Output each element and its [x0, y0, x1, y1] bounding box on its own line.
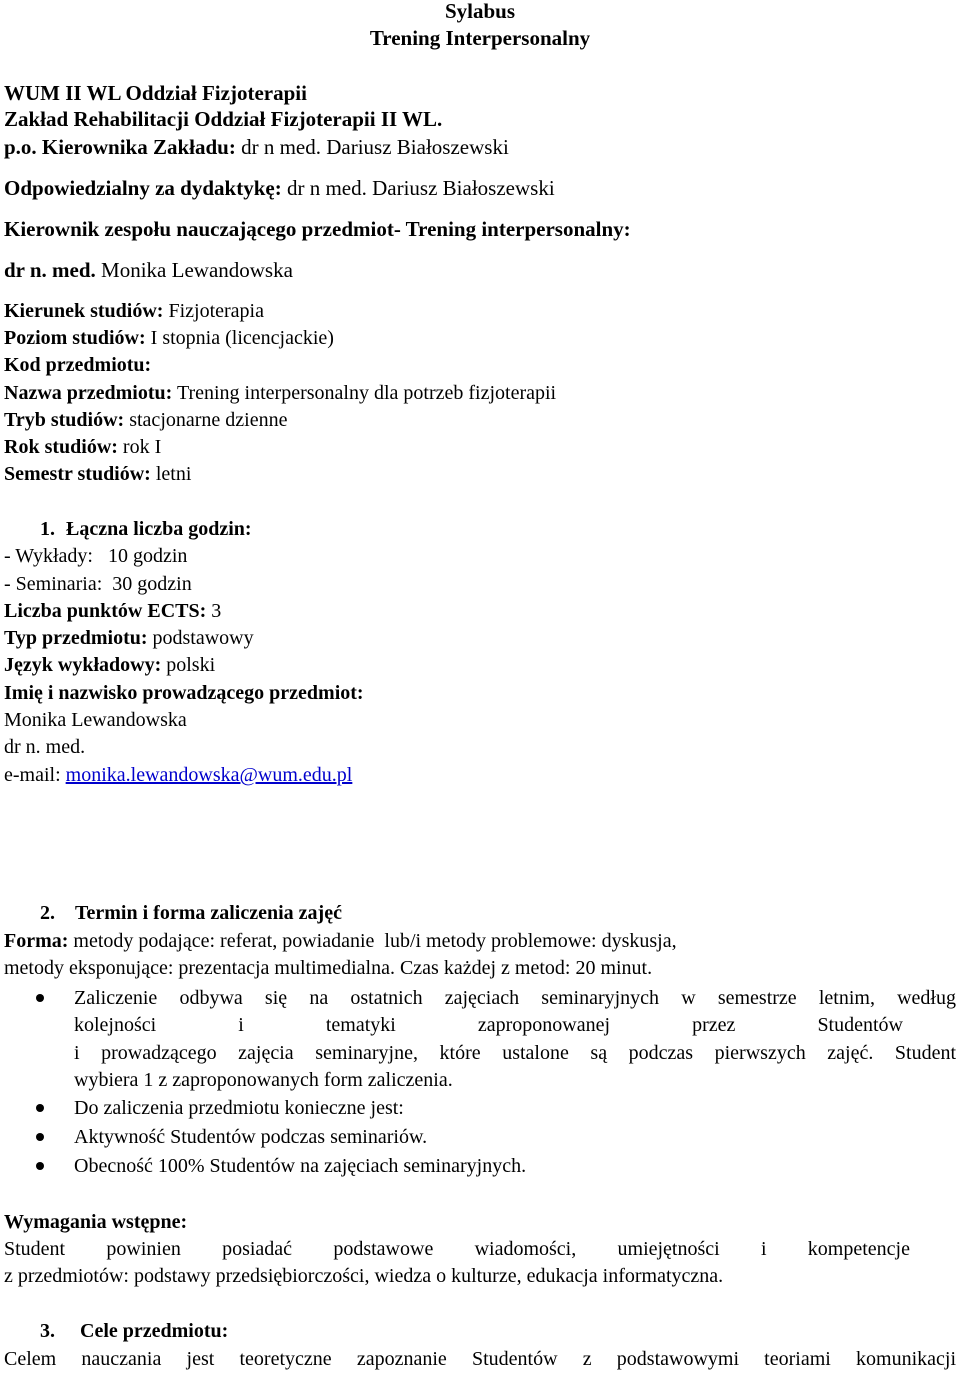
bullet-2: Do zaliczenia przedmiotu konieczne jest:: [74, 1097, 404, 1119]
study-level: [4, 325, 334, 352]
section-3-line-1: Celem nauczania jest teoretyczne zapoznanie Studentów z podstawowymi teoriami komunikacji: [4, 1348, 956, 1370]
section-3-number: 3.: [40, 1320, 55, 1342]
study-level-value: I stopnia (licencjackie): [145, 327, 334, 349]
team-leader: [4, 257, 293, 284]
form-line-1: [4, 928, 677, 955]
team-leader-title: dr n. med.: [4, 258, 96, 282]
study-field-value: Fizjoterapia: [163, 300, 264, 322]
lecturer-title: dr n. med.: [4, 736, 86, 758]
section-1-number: 1.: [40, 518, 55, 540]
study-mode-value: stacjonarne dzienne: [124, 409, 288, 431]
form-value: metody podające: referat, powiadanie lub/i metody problemowe: dyskusja,: [68, 930, 677, 952]
ects-value: 3: [206, 600, 222, 622]
study-year: [4, 434, 161, 461]
form-label: Forma:: [4, 930, 69, 952]
study-mode-label: Tryb studiów:: [4, 409, 125, 431]
course-name: [4, 380, 556, 407]
bullet-icon: [36, 1104, 44, 1112]
responsible-value: dr n med. Dariusz Białoszewski: [281, 176, 555, 200]
study-semester: [4, 461, 191, 488]
section-2-title: Termin i forma zaliczenia zajęć: [75, 902, 342, 924]
unit-head-value: dr n med. Dariusz Białoszewski: [235, 135, 509, 159]
course-code: [4, 352, 151, 379]
section-3-title: Cele przedmiotu:: [80, 1320, 229, 1342]
study-level-label: Poziom studiów:: [4, 327, 146, 349]
unit-head-label: p.o. Kierownika Zakładu:: [4, 135, 236, 159]
hours-lectures: - Wykłady: 10 godzin: [4, 545, 188, 567]
team-leader-label: Kierownik zespołu nauczającego przedmiot- Trening interpersonalny:: [4, 217, 631, 241]
ects-label: Liczba punktów ECTS:: [4, 600, 207, 622]
form-line-2: metody eksponujące: prezentacja multimedialna. Czas każdej z metod: 20 minut.: [4, 957, 653, 979]
responsible-person: [4, 175, 555, 202]
hours-seminars: - Seminaria: 30 godzin: [4, 573, 192, 595]
bullet-icon: [36, 1133, 44, 1141]
document-subtitle: Trening Interpersonalny: [369, 26, 591, 50]
course-type-label: Typ przedmiotu:: [4, 627, 148, 649]
lecturer-name: Monika Lewandowska: [4, 709, 187, 731]
study-year-label: Rok studiów:: [4, 436, 118, 458]
bullet-1-line-3: i prowadzącego zajęcia seminaryjne, które ustalone są podczas pierwszych zajęć. Student: [74, 1042, 956, 1064]
bullet-1-line-1: Zaliczenie odbywa się na ostatnich zajęciach seminaryjnych w semestrze letnim, według: [74, 987, 956, 1009]
bullet-3: Aktywność Studentów podczas seminariów.: [74, 1126, 428, 1148]
team-leader-name: Monika Lewandowska: [95, 258, 293, 282]
requirements-label: Wymagania wstępne:: [4, 1211, 188, 1233]
bullet-1-line-4: wybiera 1 z zaproponowanych form zaliczenia.: [74, 1069, 453, 1091]
course-name-value: Trening interpersonalny dla potrzeb fizjoterapii: [172, 382, 557, 404]
lecturer-email: [4, 762, 352, 789]
study-field: [4, 298, 264, 325]
course-code-label: Kod przedmiotu:: [4, 354, 152, 376]
section-1-title: Łączna liczba godzin:: [66, 518, 252, 540]
lecturer-label: Imię i nazwisko prowadzącego przedmiot:: [4, 682, 364, 704]
responsible-label: Odpowiedzialny za dydaktykę:: [4, 176, 282, 200]
requirements-line-1: Student powinien posiadać podstawowe wiadomości, umiejętności i kompetencje: [4, 1238, 910, 1260]
department-name: WUM II WL Oddział Fizjoterapii: [4, 81, 307, 105]
study-mode: [4, 407, 287, 434]
language-label: Język wykładowy:: [4, 654, 162, 676]
email-label: e-mail:: [4, 764, 66, 786]
unit-name: Zakład Rehabilitacji Oddział Fizjoterapii II WL.: [4, 107, 443, 131]
bullet-1-line-2: kolejności i tematyki zaproponowanej przez Studentów: [74, 1014, 903, 1036]
course-name-label: Nazwa przedmiotu:: [4, 382, 173, 404]
course-type-value: podstawowy: [147, 627, 254, 649]
study-semester-label: Semestr studiów:: [4, 463, 151, 485]
requirements-line-2: z przedmiotów: podstawy przedsiębiorczości, wiedza o kulturze, edukacja informatyczna.: [4, 1265, 724, 1287]
language-value: polski: [161, 654, 216, 676]
bullet-icon: [36, 994, 44, 1002]
ects-points: [4, 598, 221, 625]
section-2-number: 2.: [40, 902, 55, 924]
unit-head: [4, 134, 509, 161]
email-link[interactable]: monika.lewandowska@wum.edu.pl: [65, 764, 353, 786]
document-title: Sylabus: [444, 0, 516, 23]
study-field-label: Kierunek studiów:: [4, 300, 164, 322]
bullet-icon: [36, 1162, 44, 1170]
language: [4, 652, 215, 679]
course-type: [4, 625, 254, 652]
bullet-4: Obecność 100% Studentów na zajęciach seminaryjnych.: [74, 1155, 527, 1177]
study-year-value: rok I: [117, 436, 162, 458]
study-semester-value: letni: [150, 463, 192, 485]
